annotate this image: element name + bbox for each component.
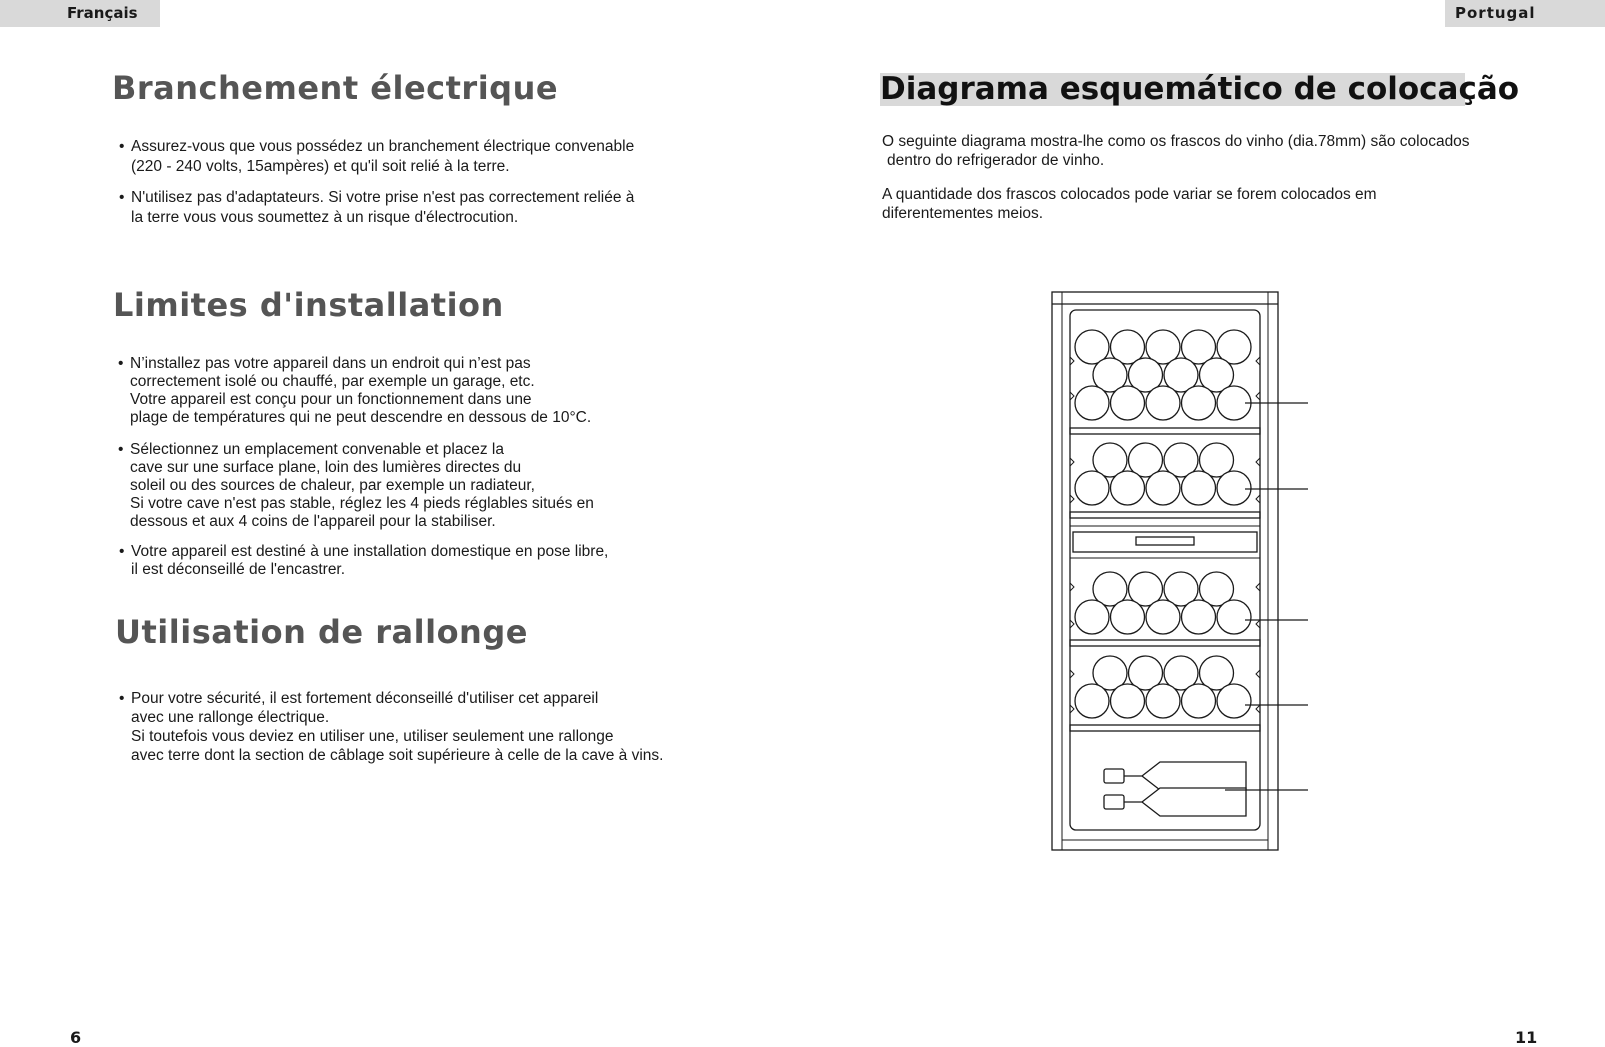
bottle-end	[1075, 600, 1109, 634]
bottle-end	[1111, 600, 1145, 634]
shelf-1	[1070, 428, 1260, 434]
bullet-limites-3: • Votre appareil est destiné à une installation domestique en pose libre, il est déconseillé de l'encastrer.	[119, 543, 609, 578]
bottle-end	[1182, 386, 1216, 420]
bottle-end	[1075, 684, 1109, 718]
section-title-branchement: Branchement électrique	[112, 69, 559, 107]
bullet-limites-2: • Sélectionnez un emplacement convenable et placez la cave sur une surface plane, loin des lumières directes du soleil ou des sources de chaleur, par exemple un radiateur, Si votre cave n'est pas stable, réglez les 4 pieds réglables situés en dessous et aux 4 coins de l'appareil pour la stabiliser.	[118, 441, 594, 530]
shelf-2	[1070, 512, 1260, 518]
bottle-end	[1217, 471, 1251, 505]
wine-fridge-diagram	[1040, 290, 1310, 860]
bullet-rallonge-1: • Pour votre sécurité, il est fortement déconseillé d'utiliser cet appareil avec une rallonge électrique. Si toutefois vous deviez en utiliser une, utiliser seulement une rallonge avec terre dont la section de câblage soit supérieure à celle de la cave à vins.	[119, 690, 664, 764]
bottle-end	[1146, 600, 1180, 634]
bottle-end	[1182, 471, 1216, 505]
bullet-branchement-2: • N'utilisez pas d'adaptateurs. Si votre prise n'est pas correctement reliée à la terre vous vous soumettez à un risque d'électrocution.	[119, 189, 635, 226]
language-tab-french: Français	[0, 0, 160, 27]
section-title-rallonge: Utilisation de rallonge	[115, 613, 528, 651]
display-window	[1136, 537, 1194, 545]
diagram-title-bar	[880, 71, 1520, 107]
bottle-end	[1111, 471, 1145, 505]
control-panel	[1073, 532, 1257, 552]
bottle-end	[1182, 600, 1216, 634]
bottle-end	[1217, 600, 1251, 634]
bottle-end	[1111, 386, 1145, 420]
shelf-4	[1070, 725, 1260, 731]
bottle-end	[1182, 684, 1216, 718]
bottom-bottle-2-neck	[1104, 795, 1124, 809]
bottom-bottle-2	[1122, 788, 1246, 816]
bottle-end	[1146, 471, 1180, 505]
language-tab-portugal: Portugal	[1445, 0, 1605, 27]
bottle-end	[1075, 471, 1109, 505]
diagram-description: O seguinte diagrama mostra-lhe como os frascos do vinho (dia.78mm) são colocados dentro do refrigerador de vinho.	[882, 133, 1470, 169]
bottom-bottle-1	[1122, 762, 1246, 790]
diagram-note: A quantidade dos frascos colocados pode variar se forem colocados em diferentementes meios.	[882, 186, 1377, 222]
bottle-end	[1075, 386, 1109, 420]
bottle-end	[1146, 386, 1180, 420]
diagram-title: Diagrama esquemático de colocação	[880, 71, 1520, 107]
bottle-end	[1217, 684, 1251, 718]
bottom-bottle-1-neck	[1104, 769, 1124, 783]
bullet-limites-1: • N’installez pas votre appareil dans un endroit qui n’est pas correctement isolé ou chauffé, par exemple un garage, etc. Votre appareil est conçu pour un fonctionnement dans une plage de températures qui ne peut descendre en dessous de 10°C.	[118, 355, 592, 426]
bullet-branchement-1: • Assurez-vous que vous possédez un branchement électrique convenable (220 - 240 volts, 15ampères) et qu'il soit relié à la terre.	[119, 138, 635, 175]
section-title-limites: Limites d'installation	[113, 286, 504, 324]
bottle-end	[1111, 684, 1145, 718]
bottle-end	[1146, 684, 1180, 718]
page-number-right: 11	[1515, 1028, 1538, 1047]
shelf-3	[1070, 640, 1260, 646]
page-number-left: 6	[70, 1028, 82, 1047]
